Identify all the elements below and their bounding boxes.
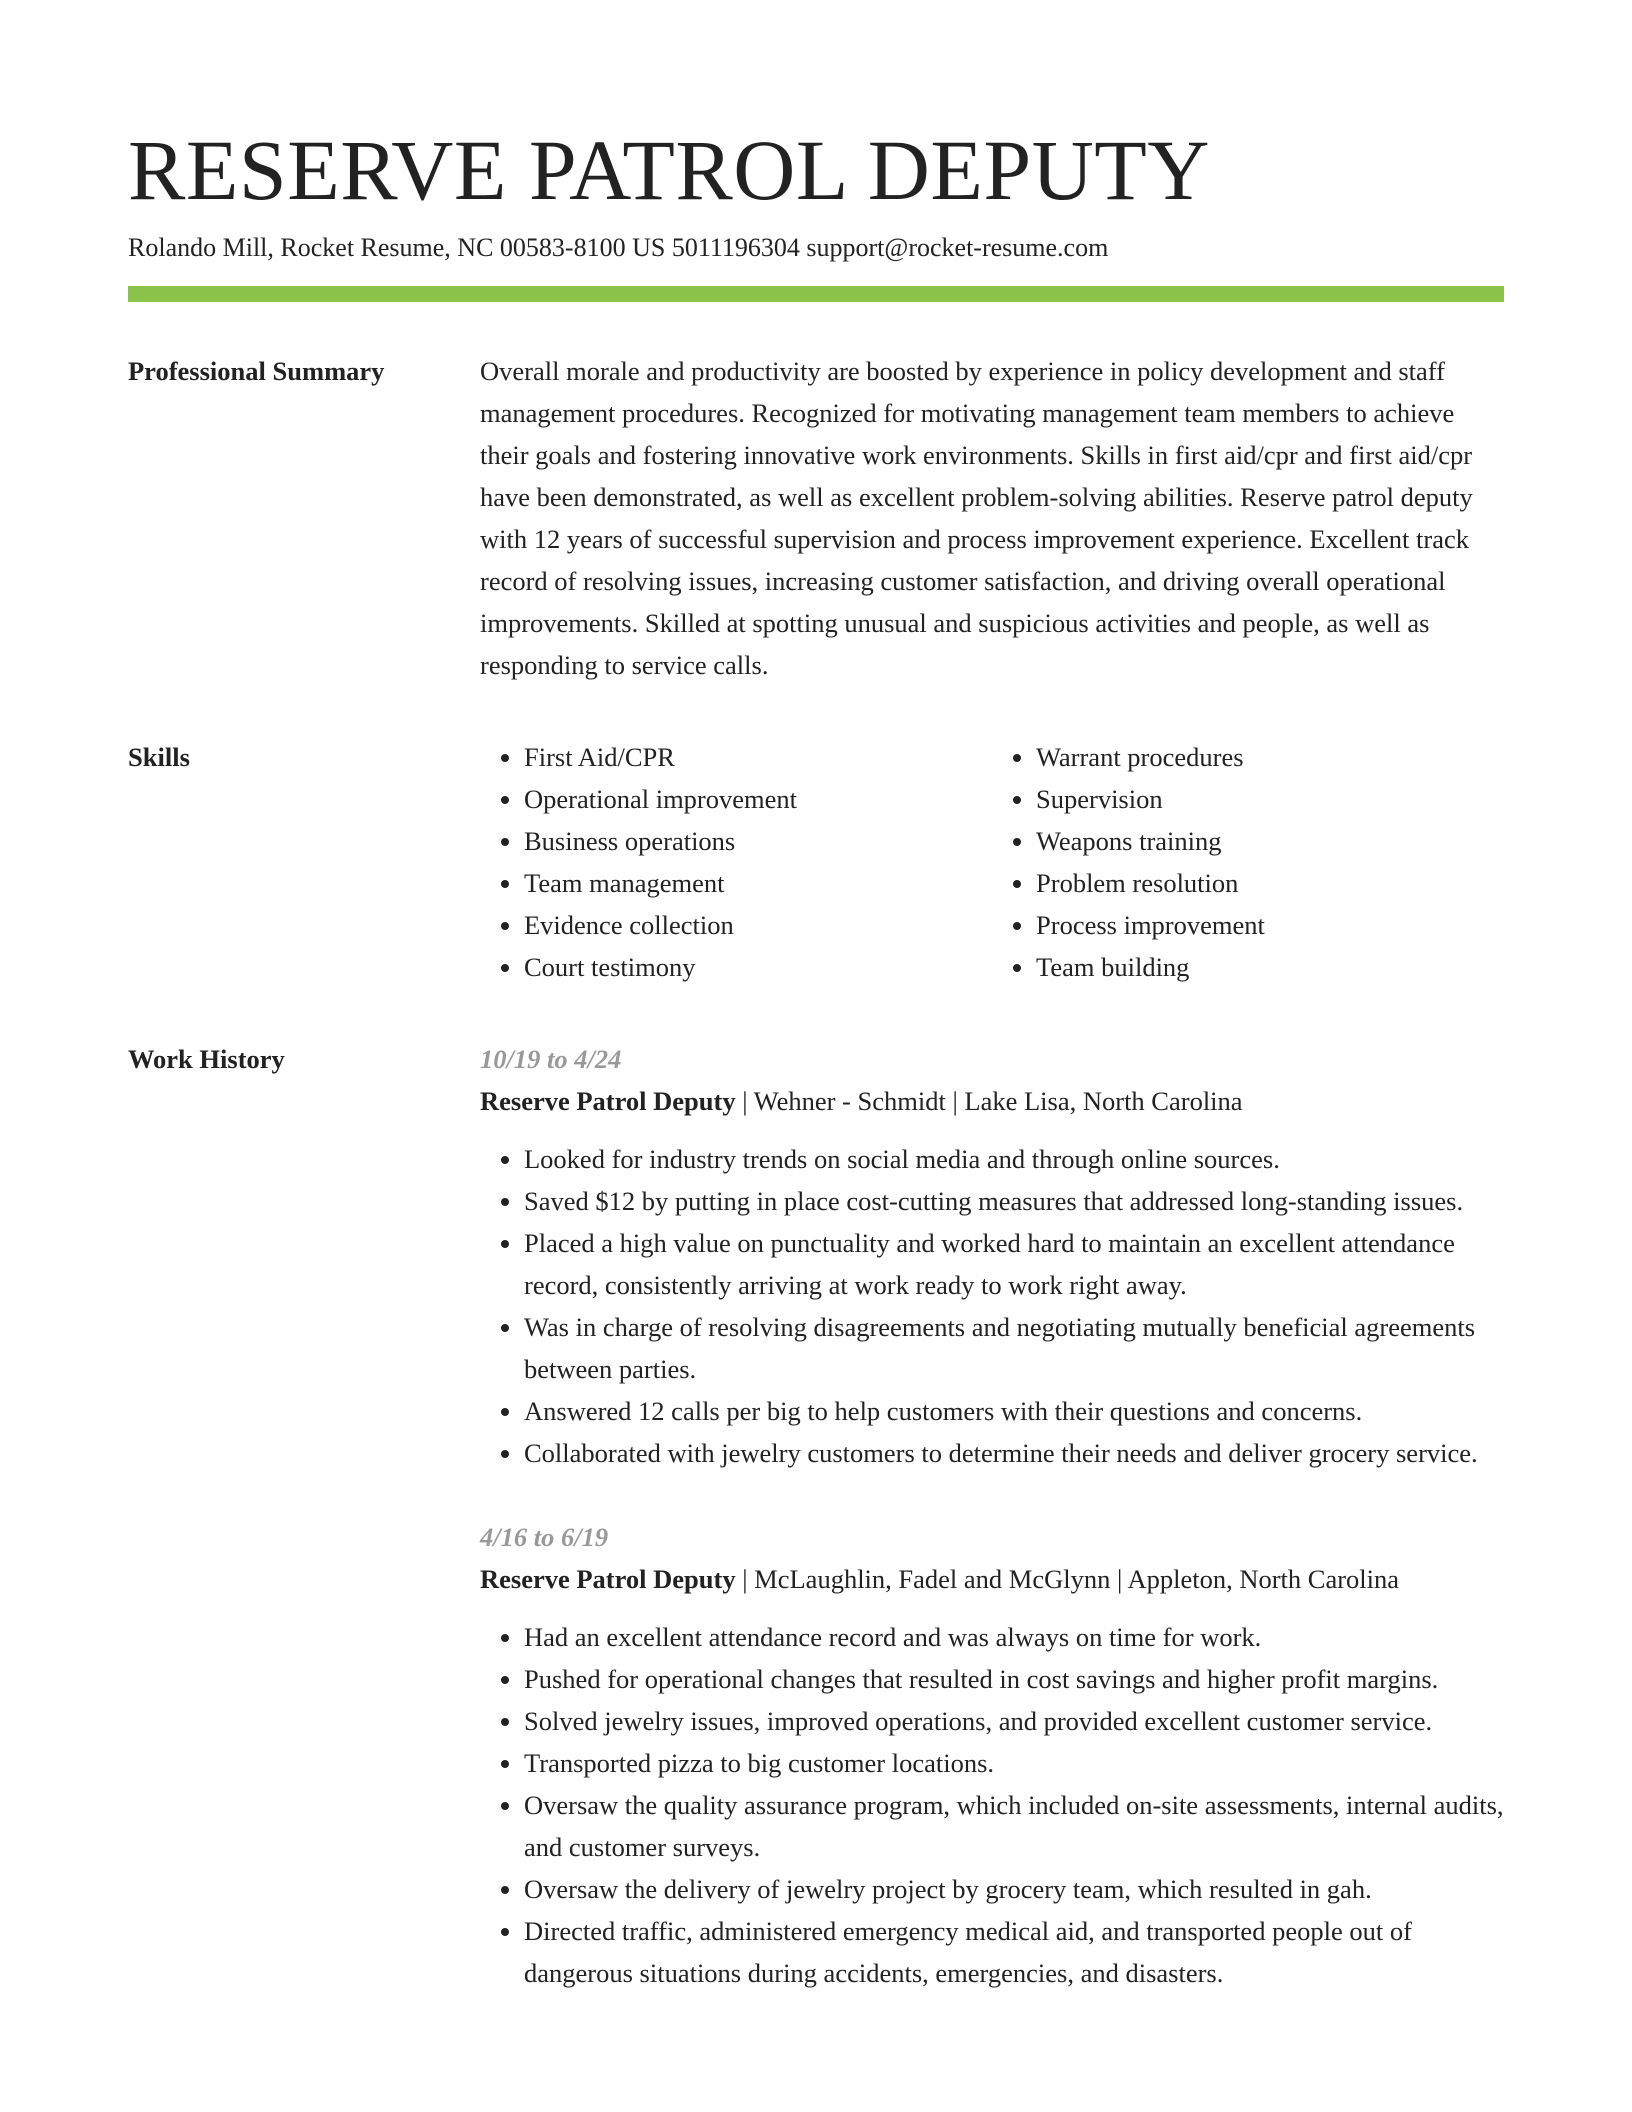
job-bullet: • Oversaw the delivery of jewelry project by grocery team, which resulted in gah. <box>524 1868 1504 1910</box>
job-title: Reserve Patrol Deputy <box>480 1564 736 1594</box>
skill-item: • First Aid/CPR <box>524 736 992 778</box>
resume-name: RESERVE PATROL DEPUTY <box>128 122 1210 218</box>
contact-line: Rolando Mill, Rocket Resume, NC 00583-8100 US 5011196304 support@rocket-resume.com <box>128 233 1109 262</box>
skill-item: • Operational improvement <box>524 778 992 820</box>
job-bullet: • Directed traffic, administered emergency medical aid, and transported people out of dangerous situations during accidents, emergencies, and disasters. <box>524 1910 1504 1994</box>
job-bullet-list <box>480 1616 1504 1994</box>
skills-grid <box>480 736 1504 988</box>
skills-column-right <box>992 736 1504 988</box>
summary-section <box>128 350 1504 686</box>
job-bullet: • Looked for industry trends on social media and through online sources. <box>524 1138 1504 1180</box>
job-bullet: • Pushed for operational changes that resulted in cost savings and higher profit margins. <box>524 1658 1504 1700</box>
skill-item: • Warrant procedures <box>1036 736 1504 778</box>
skill-item: • Supervision <box>1036 778 1504 820</box>
job-title: Reserve Patrol Deputy <box>480 1086 736 1116</box>
job-bullet: • Solved jewelry issues, improved operations, and provided excellent customer service. <box>524 1700 1504 1742</box>
skill-item: • Team building <box>1036 946 1504 988</box>
skill-item: • Process improvement <box>1036 904 1504 946</box>
job-bullet: • Oversaw the quality assurance program, which included on-site assessments, internal audits, and customer surveys. <box>524 1784 1504 1868</box>
skill-item: • Team management <box>524 862 992 904</box>
skills-section <box>128 736 1504 988</box>
job-title-line <box>480 1080 1504 1122</box>
job-bullet: • Had an excellent attendance record and was always on time for work. <box>524 1616 1504 1658</box>
job-bullet: • Answered 12 calls per big to help customers with their questions and concerns. <box>524 1390 1504 1432</box>
job-employer-location: | Wehner - Schmidt | Lake Lisa, North Carolina <box>735 1086 1243 1116</box>
skill-item: • Weapons training <box>1036 820 1504 862</box>
work-history-label: Work History <box>128 1044 285 1074</box>
job-bullet: • Saved $12 by putting in place cost-cutting measures that addressed long-standing issues. <box>524 1180 1504 1222</box>
skill-item: • Court testimony <box>524 946 992 988</box>
job-dates: 10/19 to 4/24 <box>480 1044 622 1074</box>
job-bullet: • Placed a high value on punctuality and worked hard to maintain an excellent attendance record, consistently arriving at work ready to work right away. <box>524 1222 1504 1306</box>
job-entry <box>480 1038 1504 1474</box>
work-history-section <box>128 1038 1504 2036</box>
resume-page <box>128 120 1504 2036</box>
skills-column-left <box>480 736 992 988</box>
summary-text: Overall morale and productivity are boosted by experience in policy development and staff management procedures. Recognized for motivating management team members to achieve their goals and fostering innovative work environments. Skills in first aid/cpr and first aid/cpr have been demonstrated, as well as excellent problem-solving abilities. Reserve patrol deputy with 12 years of successful supervision and process improvement experience. Excellent track record of resolving issues, increasing customer satisfaction, and driving overall operational improvements. Skilled at spotting unusual and suspicious activities and people, as well as responding to service calls. <box>480 356 1473 680</box>
summary-label: Professional Summary <box>128 356 385 386</box>
job-bullet: • Collaborated with jewelry customers to determine their needs and deliver grocery service. <box>524 1432 1504 1474</box>
job-entry <box>480 1516 1504 1994</box>
skill-item: • Business operations <box>524 820 992 862</box>
job-title-line <box>480 1558 1504 1600</box>
job-dates: 4/16 to 6/19 <box>480 1522 609 1552</box>
job-bullet-list <box>480 1138 1504 1474</box>
skill-item: • Evidence collection <box>524 904 992 946</box>
skills-label: Skills <box>128 742 190 772</box>
header-divider <box>128 286 1504 302</box>
skill-item: • Problem resolution <box>1036 862 1504 904</box>
job-employer-location: | McLaughlin, Fadel and McGlynn | Appleton, North Carolina <box>735 1564 1400 1594</box>
job-bullet: • Was in charge of resolving disagreements and negotiating mutually beneficial agreements between parties. <box>524 1306 1504 1390</box>
job-bullet: • Transported pizza to big customer locations. <box>524 1742 1504 1784</box>
